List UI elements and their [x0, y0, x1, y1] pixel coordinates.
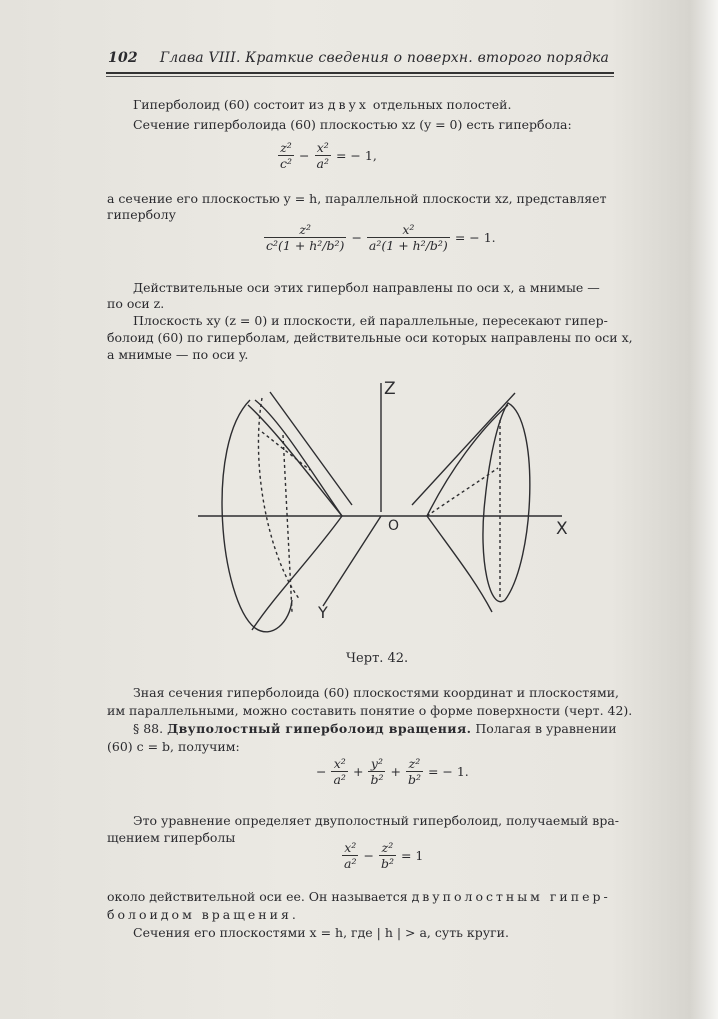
equation-1: $\frac{\text{z²}}{\text{c²}}$ − $\frac{\text{x²}}{\text{a²}}$ = − 1,	[280, 140, 377, 171]
header-rule-thin	[106, 76, 614, 77]
figure-caption: Черт. 42.	[346, 651, 409, 666]
paragraph-8-cont: щением гиперболы	[107, 830, 236, 845]
equation-3: − $\frac{\text{x²}}{\text{a²}}$ + $\frac{\text{y²}}{\text{b²}}$ + $\frac{\text{z²}}{\text{b²}}$ = − 1.	[316, 756, 469, 787]
paragraph-5: Плоскость xy (z = 0) и плоскости, ей параллельные, пересекают гипер-	[133, 313, 608, 328]
paragraph-8: Это уравнение определяет двуполостный гиперболоид, получаемый вра-	[133, 813, 620, 828]
section-88-heading: § 88. Двуполостный гиперболоид вращения. Полагая в уравнении	[133, 721, 617, 736]
paragraph-3: а сечение его плоскостью y = h, параллельной плоскости xz, представляет	[107, 191, 607, 206]
origin-label: O	[388, 518, 400, 534]
right-rim-ellipse	[483, 403, 530, 602]
equation-4: $\frac{\text{x²}}{\text{a²}}$ − $\frac{\text{z²}}{\text{b²}}$ = 1	[344, 840, 424, 871]
axis-label-x: X	[556, 519, 568, 539]
right-upper-profile	[427, 405, 508, 516]
left-hidden-section	[258, 398, 300, 600]
running-title: Глава VIII. Краткие сведения о поверхн. второго порядка	[159, 50, 610, 66]
paragraph-6: Зная сечения гиперболоида (60) плоскостями координат и плоскостями,	[133, 685, 620, 700]
header-rule	[106, 72, 614, 74]
axis-label-z: Z	[384, 379, 396, 399]
figure-hyperboloid	[195, 375, 605, 640]
left-lower-profile	[252, 516, 342, 630]
paragraph-9: около действительной оси ее. Он называется двуполостным гипер-	[107, 889, 611, 904]
left-dashed-axis	[283, 435, 292, 612]
paragraph-1: Гиперболоид (60) состоит из двух отдельных полостей.	[133, 97, 512, 112]
paragraph-4-cont: по оси z.	[107, 296, 165, 311]
paragraph-7-cont: (60) c = b, получим:	[107, 739, 240, 754]
paragraph-9-cont: болоидом вращения.	[107, 907, 299, 922]
left-upper-profile	[248, 405, 342, 516]
paragraph-3-cont: гиперболу	[107, 207, 176, 222]
paragraph-10: Сечения его плоскостями x = h, где | h | > a, суть круги.	[133, 925, 509, 940]
running-header	[108, 50, 613, 66]
paragraph-4: Действительные оси этих гипербол направлены по оси x, а мнимые —	[133, 280, 600, 295]
paragraph-6-cont: им параллельными, можно составить понятие о форме поверхности (черт. 42).	[107, 703, 633, 718]
paragraph-2: Сечение гиперболоида (60) плоскостью xz (y = 0) есть гипербола:	[133, 117, 572, 132]
paragraph-5-cont: болоид (60) по гиперболам, действительные оси которых направлены по оси x,	[107, 330, 633, 345]
right-dashed-chord	[427, 468, 498, 516]
page-number: 102	[108, 50, 138, 66]
paragraph-5-end: а мнимые — по оси y.	[107, 347, 249, 362]
equation-2: $\frac{\text{z²}}{\text{c²(1 + h²/b²)}}$ − $\frac{\text{x²}}{\text{a²(1 + h²/b²)}}$ = − 1.	[266, 222, 496, 253]
axis-label-y: Y	[318, 603, 328, 622]
